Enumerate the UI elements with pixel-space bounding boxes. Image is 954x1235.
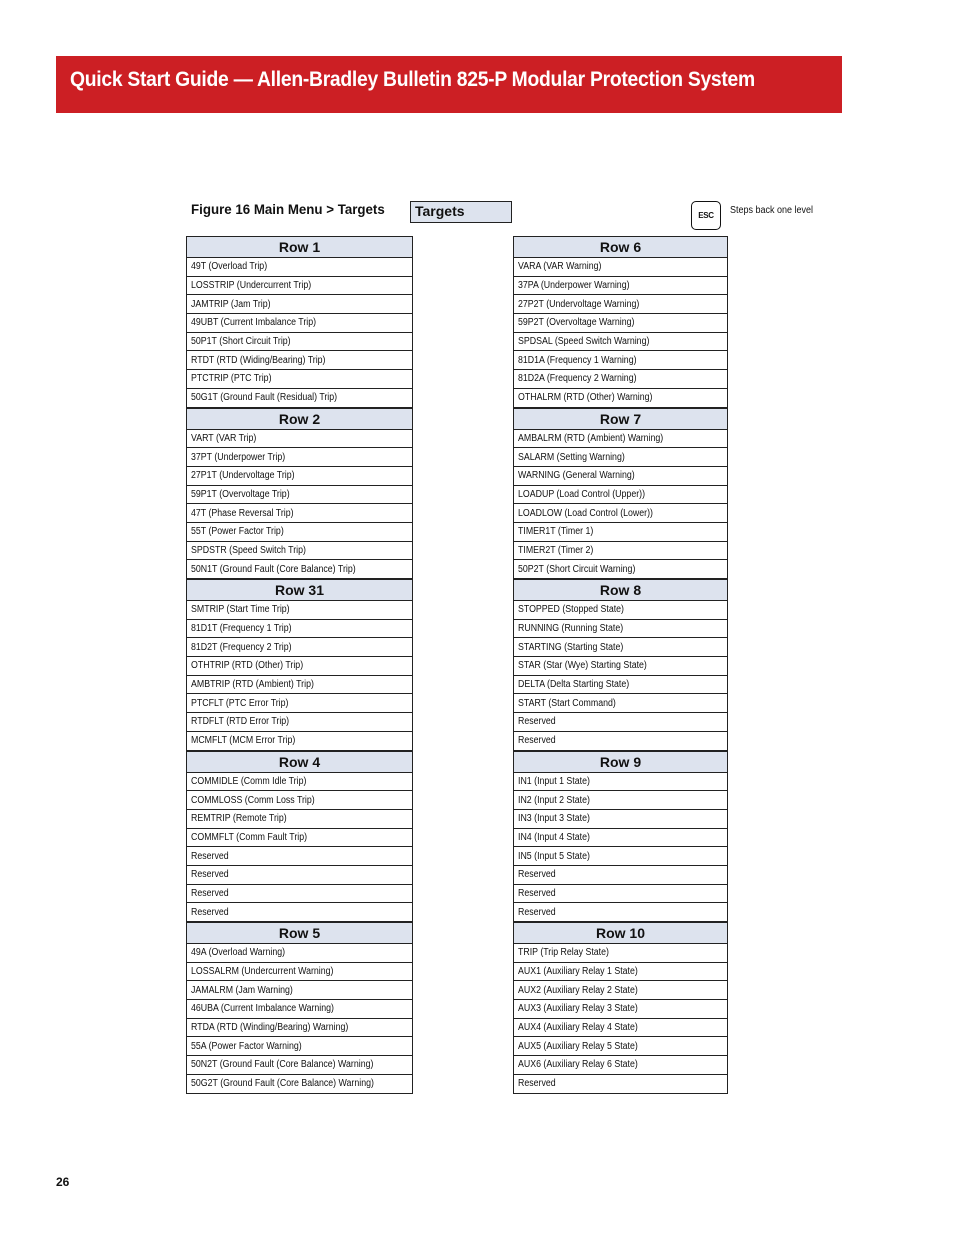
target-bit-label: AUX6 (Auxiliary Relay 6 State) — [518, 1059, 638, 1071]
esc-key-icon — [691, 201, 721, 230]
target-bit-item — [514, 277, 727, 296]
target-bit-item — [187, 963, 412, 982]
target-bit-label: LOADUP (Load Control (Upper)) — [518, 488, 646, 500]
target-bit-label: AUX2 (Auxiliary Relay 2 State) — [518, 984, 638, 996]
target-bit-label: Reserved — [518, 716, 556, 728]
target-bit-label: RTDT (RTD (Widing/Bearing) Trip) — [191, 354, 326, 366]
target-bit-label: MCMFLT (MCM Error Trip) — [191, 735, 296, 747]
target-bit-label: 37PA (Underpower Warning) — [518, 280, 630, 292]
target-bit-item — [514, 467, 727, 486]
target-bit-item — [514, 944, 727, 963]
target-bit-label: COMMIDLE (Comm Idle Trip) — [191, 775, 307, 787]
row-header: Row 1 — [187, 236, 412, 258]
target-bit-label: OTHTRIP (RTD (Other) Trip) — [191, 660, 304, 672]
target-bit-item — [514, 1037, 727, 1056]
row-header: Row 8 — [514, 579, 727, 601]
target-bit-label: STARTING (Starting State) — [518, 641, 624, 653]
target-bit-label: AUX5 (Auxiliary Relay 5 State) — [518, 1040, 638, 1052]
target-bit-label: COMMFLT (Comm Fault Trip) — [191, 831, 308, 843]
row-header: Row 4 — [187, 751, 412, 773]
target-bit-item — [187, 866, 412, 885]
target-bit-item — [187, 903, 412, 922]
target-bit-item — [514, 1056, 727, 1075]
target-bit-label: 55T (Power Factor Trip) — [191, 526, 284, 538]
target-bit-item — [514, 430, 727, 449]
target-bit-label: AUX1 (Auxiliary Relay 1 State) — [518, 966, 638, 978]
target-bit-item — [514, 258, 727, 277]
target-bit-label: START (Start Command) — [518, 697, 616, 709]
row-header: Row 2 — [187, 408, 412, 430]
target-bit-item — [514, 351, 727, 370]
target-bit-label: 59P1T (Overvoltage Trip) — [191, 488, 290, 500]
target-bit-label: AMBALRM (RTD (Ambient) Warning) — [518, 432, 664, 444]
target-bit-label: TIMER1T (Timer 1) — [518, 526, 594, 538]
target-bit-label: PTCFLT (PTC Error Trip) — [191, 697, 289, 709]
target-bit-item — [514, 504, 727, 523]
target-bit-label: STAR (Star (Wye) Starting State) — [518, 660, 647, 672]
target-bit-item — [514, 713, 727, 732]
target-bit-item — [187, 1056, 412, 1075]
target-bit-label: IN4 (Input 4 State) — [518, 831, 590, 843]
target-bit-item — [187, 351, 412, 370]
target-bit-label: Reserved — [191, 906, 229, 918]
target-bit-item — [187, 944, 412, 963]
target-bit-label: Reserved — [518, 1078, 556, 1090]
target-bit-item — [514, 620, 727, 639]
target-bit-item — [187, 542, 412, 561]
target-bit-label: DELTA (Delta Starting State) — [518, 679, 630, 691]
target-bit-label: Reserved — [518, 906, 556, 918]
esc-key-label: ESC — [698, 211, 714, 220]
target-bit-label: RTDA (RTD (Winding/Bearing) Warning) — [191, 1022, 349, 1034]
row-header: Row 5 — [187, 922, 412, 944]
target-bit-label: STOPPED (Stopped State) — [518, 604, 624, 616]
target-bit-label: 55A (Power Factor Warning) — [191, 1040, 302, 1052]
target-bit-label: 81D1T (Frequency 1 Trip) — [191, 623, 292, 635]
target-bit-item — [187, 791, 412, 810]
target-bit-item — [187, 295, 412, 314]
row-header: Row 9 — [514, 751, 727, 773]
target-bit-item — [187, 1075, 412, 1094]
target-bit-label: 50P1T (Short Circuit Trip) — [191, 336, 291, 348]
target-bit-item — [187, 277, 412, 296]
header-banner — [56, 56, 842, 113]
target-bit-item — [514, 885, 727, 904]
target-bit-label: AUX4 (Auxiliary Relay 4 State) — [518, 1022, 638, 1034]
target-bit-item — [514, 370, 727, 389]
target-bit-label: 50G2T (Ground Fault (Core Balance) Warning) — [191, 1078, 374, 1090]
target-bit-item — [514, 829, 727, 848]
right-column-rows — [514, 236, 727, 1094]
target-bit-label: 49A (Overload Warning) — [191, 947, 286, 959]
target-bit-item — [514, 1019, 727, 1038]
target-bit-item — [187, 523, 412, 542]
page-title: Quick Start Guide — Allen-Bradley Bulletin 825-P Modular Protection System — [70, 68, 755, 91]
target-bit-item — [514, 333, 727, 352]
target-bit-label: 49T (Overload Trip) — [191, 261, 268, 273]
target-bit-label: Reserved — [191, 869, 229, 881]
target-bit-label: 47T (Phase Reversal Trip) — [191, 507, 294, 519]
target-bit-label: LOSSALRM (Undercurrent Warning) — [191, 966, 334, 978]
target-bit-item — [514, 448, 727, 467]
target-bit-item — [187, 560, 412, 579]
target-bit-item — [187, 713, 412, 732]
target-bit-label: RTDFLT (RTD Error Trip) — [191, 716, 290, 728]
target-bit-label: 81D1A (Frequency 1 Warning) — [518, 354, 637, 366]
target-bit-item — [187, 981, 412, 1000]
targets-left-column — [186, 236, 413, 1094]
target-bit-item — [187, 1037, 412, 1056]
target-bit-item — [187, 657, 412, 676]
target-bit-item — [187, 847, 412, 866]
menu-screen-box — [410, 201, 512, 223]
target-bit-item — [187, 467, 412, 486]
target-bit-item — [187, 333, 412, 352]
target-bit-item — [187, 370, 412, 389]
target-bit-item — [514, 773, 727, 792]
target-bit-item — [514, 694, 727, 713]
target-bit-item — [514, 638, 727, 657]
target-bit-label: 50N2T (Ground Fault (Core Balance) Warning) — [191, 1059, 374, 1071]
row-header: Row 7 — [514, 408, 727, 430]
target-bit-label: TRIP (Trip Relay State) — [518, 947, 609, 959]
target-bit-item — [514, 389, 727, 408]
target-bit-label: 81D2A (Frequency 2 Warning) — [518, 373, 637, 385]
target-bit-item — [187, 389, 412, 408]
target-bit-item — [514, 523, 727, 542]
esc-note: Steps back one level — [730, 205, 814, 216]
target-bit-item — [514, 810, 727, 829]
figure-caption: Figure 16 Main Menu > Targets — [191, 201, 385, 217]
target-bit-item — [187, 1000, 412, 1019]
target-bit-label: IN3 (Input 3 State) — [518, 813, 590, 825]
target-bit-item — [514, 657, 727, 676]
target-bit-item — [514, 866, 727, 885]
target-bit-item — [187, 430, 412, 449]
target-bit-item — [514, 542, 727, 561]
target-bit-item — [187, 694, 412, 713]
menu-screen-label: Targets — [415, 203, 465, 219]
target-bit-label: PTCTRIP (PTC Trip) — [191, 373, 272, 385]
left-column-rows — [187, 236, 412, 1094]
target-bit-label: 59P2T (Overvoltage Warning) — [518, 317, 635, 329]
target-bit-item — [514, 1075, 727, 1094]
target-bit-label: COMMLOSS (Comm Loss Trip) — [191, 794, 315, 806]
target-bit-label: IN5 (Input 5 State) — [518, 850, 590, 862]
target-bit-label: SALARM (Setting Warning) — [518, 451, 625, 463]
target-bit-item — [514, 601, 727, 620]
target-bit-label: Reserved — [191, 887, 229, 899]
target-bit-label: 50G1T (Ground Fault (Residual) Trip) — [191, 392, 338, 404]
row-header: Row 31 — [187, 579, 412, 601]
target-bit-label: 37PT (Underpower Trip) — [191, 451, 286, 463]
row-header: Row 6 — [514, 236, 727, 258]
target-bit-item — [514, 981, 727, 1000]
target-bit-label: 27P2T (Undervoltage Warning) — [518, 298, 640, 310]
target-bit-item — [514, 486, 727, 505]
target-bit-label: RUNNING (Running State) — [518, 623, 624, 635]
target-bit-item — [187, 258, 412, 277]
target-bit-label: AMBTRIP (RTD (Ambient) Trip) — [191, 679, 314, 691]
target-bit-item — [187, 504, 412, 523]
target-bit-label: Reserved — [191, 850, 229, 862]
target-bit-item — [514, 732, 727, 751]
target-bit-label: IN1 (Input 1 State) — [518, 775, 590, 787]
target-bit-label: 50N1T (Ground Fault (Core Balance) Trip) — [191, 563, 356, 575]
target-bit-item — [187, 773, 412, 792]
target-bit-item — [187, 829, 412, 848]
target-bit-label: IN2 (Input 2 State) — [518, 794, 590, 806]
target-bit-label: 49UBT (Current Imbalance Trip) — [191, 317, 317, 329]
target-bit-item — [187, 601, 412, 620]
target-bit-item — [187, 448, 412, 467]
target-bit-label: SPDSAL (Speed Switch Warning) — [518, 336, 650, 348]
target-bit-label: VARA (VAR Warning) — [518, 261, 602, 273]
target-bit-label: JAMTRIP (Jam Trip) — [191, 298, 271, 310]
target-bit-item — [514, 295, 727, 314]
target-bit-label: JAMALRM (Jam Warning) — [191, 984, 293, 996]
target-bit-label: LOADLOW (Load Control (Lower)) — [518, 507, 653, 519]
target-bit-item — [514, 1000, 727, 1019]
target-bit-label: 46UBA (Current Imbalance Warning) — [191, 1003, 334, 1015]
target-bit-item — [187, 620, 412, 639]
page-number: 26 — [56, 1175, 70, 1189]
target-bit-item — [187, 732, 412, 751]
targets-right-column — [513, 236, 728, 1094]
target-bit-item — [187, 314, 412, 333]
target-bit-label: LOSSTRIP (Undercurrent Trip) — [191, 280, 312, 292]
target-bit-label: Reserved — [518, 887, 556, 899]
target-bit-label: 81D2T (Frequency 2 Trip) — [191, 641, 292, 653]
target-bit-label: 27P1T (Undervoltage Trip) — [191, 470, 295, 482]
target-bit-item — [187, 676, 412, 695]
target-bit-item — [514, 847, 727, 866]
target-bit-label: SMTRIP (Start Time Trip) — [191, 604, 290, 616]
target-bit-label: AUX3 (Auxiliary Relay 3 State) — [518, 1003, 638, 1015]
target-bit-item — [514, 560, 727, 579]
target-bit-label: WARNING (General Warning) — [518, 470, 635, 482]
target-bit-label: OTHALRM (RTD (Other) Warning) — [518, 392, 653, 404]
row-header: Row 10 — [514, 922, 727, 944]
target-bit-item — [187, 885, 412, 904]
target-bit-label: Reserved — [518, 735, 556, 747]
target-bit-label: VART (VAR Trip) — [191, 432, 257, 444]
target-bit-item — [514, 676, 727, 695]
target-bit-label: REMTRIP (Remote Trip) — [191, 813, 287, 825]
target-bit-item — [514, 903, 727, 922]
target-bit-item — [187, 810, 412, 829]
target-bit-item — [187, 486, 412, 505]
target-bit-item — [187, 1019, 412, 1038]
target-bit-label: TIMER2T (Timer 2) — [518, 544, 594, 556]
target-bit-item — [514, 314, 727, 333]
target-bit-label: Reserved — [518, 869, 556, 881]
target-bit-item — [514, 791, 727, 810]
target-bit-item — [187, 638, 412, 657]
target-bit-label: SPDSTR (Speed Switch Trip) — [191, 544, 306, 556]
target-bit-item — [514, 963, 727, 982]
target-bit-label: 50P2T (Short Circuit Warning) — [518, 563, 636, 575]
